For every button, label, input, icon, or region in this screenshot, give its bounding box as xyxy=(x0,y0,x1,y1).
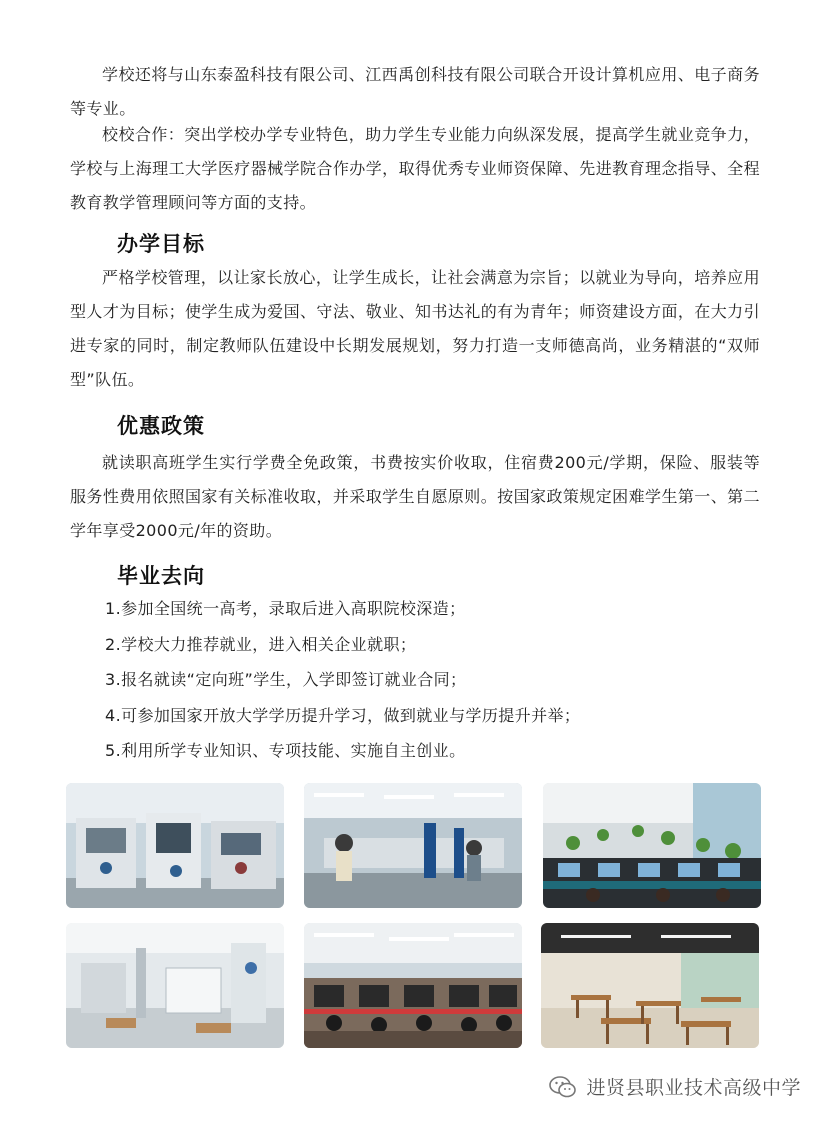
paragraph-goals: 严格学校管理，以让家长放心，让学生成长，让社会满意为宗旨；以就业为导向，培养应用型人才为目标；使学生成为爱国、守法、敬业、知书达礼的有为青年；师资建设方面，在大力引进专家的同时，制定教师队伍建设中长期发展规划，努力打造一支师德高尚，业务精湛的“双师型”队伍。 xyxy=(70,268,760,389)
wechat-icon xyxy=(548,1075,578,1099)
paragraph-policy: 就读职高班学生实行学费全免政策，书费按实价收取，住宿费200元/学期，保险、服装等服务性费用依照国家有关标准收取，并采取学生自愿原则。按国家政策规定困难学生第一、第二学年享受2000元/年的资助。 xyxy=(70,453,760,540)
list-item: 5.利用所学专业知识、专项技能、实施自主创业。 xyxy=(105,741,466,760)
wechat-watermark xyxy=(548,1073,801,1100)
photo-assembly-lab xyxy=(304,783,522,908)
photo-computer-room xyxy=(543,783,761,908)
heading-policy: 优惠政策 xyxy=(117,414,205,438)
list-item: 1.参加全国统一高考，录取后进入高职院校深造； xyxy=(105,599,466,618)
photo-equipment-lab xyxy=(66,923,284,1048)
heading-goals: 办学目标 xyxy=(117,232,205,256)
list-item: 3.报名就读“定向班”学生，入学即签订就业合同； xyxy=(105,670,467,689)
list-item: 4.可参加国家开放大学学历提升学习，做到就业与学历提升并举； xyxy=(105,705,581,725)
photo-computer-classroom xyxy=(304,923,522,1048)
paragraph-school-cooperation: 校校合作：突出学校办学专业特色，助力学生专业能力向纵深发展，提高学生就业竞争力，学校与上海理工大学医疗器械学院合作办学，取得优秀专业师资保障、先进教育理念指导、全程教育教学管理顾问等方面的支持。 xyxy=(70,125,760,212)
list-item: 2.学校大力推荐就业，进入相关企业就职； xyxy=(105,634,417,654)
heading-graduation: 毕业去向 xyxy=(117,564,205,588)
photo-cafeteria xyxy=(541,923,759,1048)
photo-workshop xyxy=(66,783,284,908)
paragraph-partnership: 学校还将与山东泰盈科技有限公司、江西禹创科技有限公司联合开设计算机应用、电子商务等专业。 xyxy=(70,65,760,118)
graduation-list xyxy=(105,595,580,773)
account-name: 进贤县职业技术高级中学 xyxy=(586,1077,801,1099)
